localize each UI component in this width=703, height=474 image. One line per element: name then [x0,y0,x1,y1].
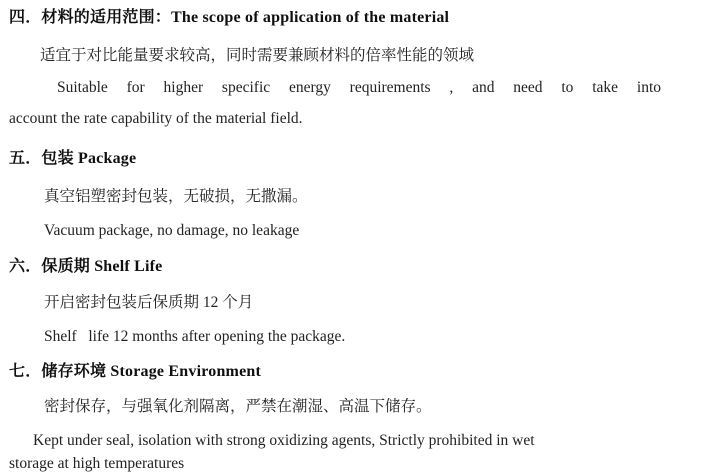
section-heading: 四．材料的适用范围：The scope of application of the material [9,9,450,26]
section-heading: 五．包装 Package [9,150,137,167]
section-heading: 七．储存环境 Storage Environment [9,363,262,380]
body-line-chinese: 密封保存，与强氧化剂隔离，严禁在潮湿、高温下储存。 [44,398,432,415]
section-scope-of-application [9,7,693,130]
body-line-english: Suitable for higher specific energy requirements , and need to take into [57,79,661,96]
section-shelf-life [9,256,693,348]
body-line-chinese: 真空铝塑密封包装，无破损，无撒漏。 [44,188,308,205]
body-line-english: account the rate capability of the material field. [9,110,303,127]
section-heading: 六．保质期 Shelf Life [9,258,163,275]
section-package [9,148,693,242]
body-line-english: storage at high temperatures [9,454,185,472]
body-line-chinese: 开启密封包装后保质期 12 个月 [44,294,254,311]
body-line-english: Vacuum package, no damage, no leakage [44,222,300,239]
section-storage-environment [9,361,693,474]
body-line-chinese: 适宜于对比能量要求较高，同时需要兼顾材料的倍率性能的领域 [40,47,475,64]
body-line-english: Shelf life 12 months after opening the package. [44,328,346,345]
body-line-english: Kept under seal, isolation with strong oxidizing agents, Strictly prohibited in wet [33,432,535,449]
